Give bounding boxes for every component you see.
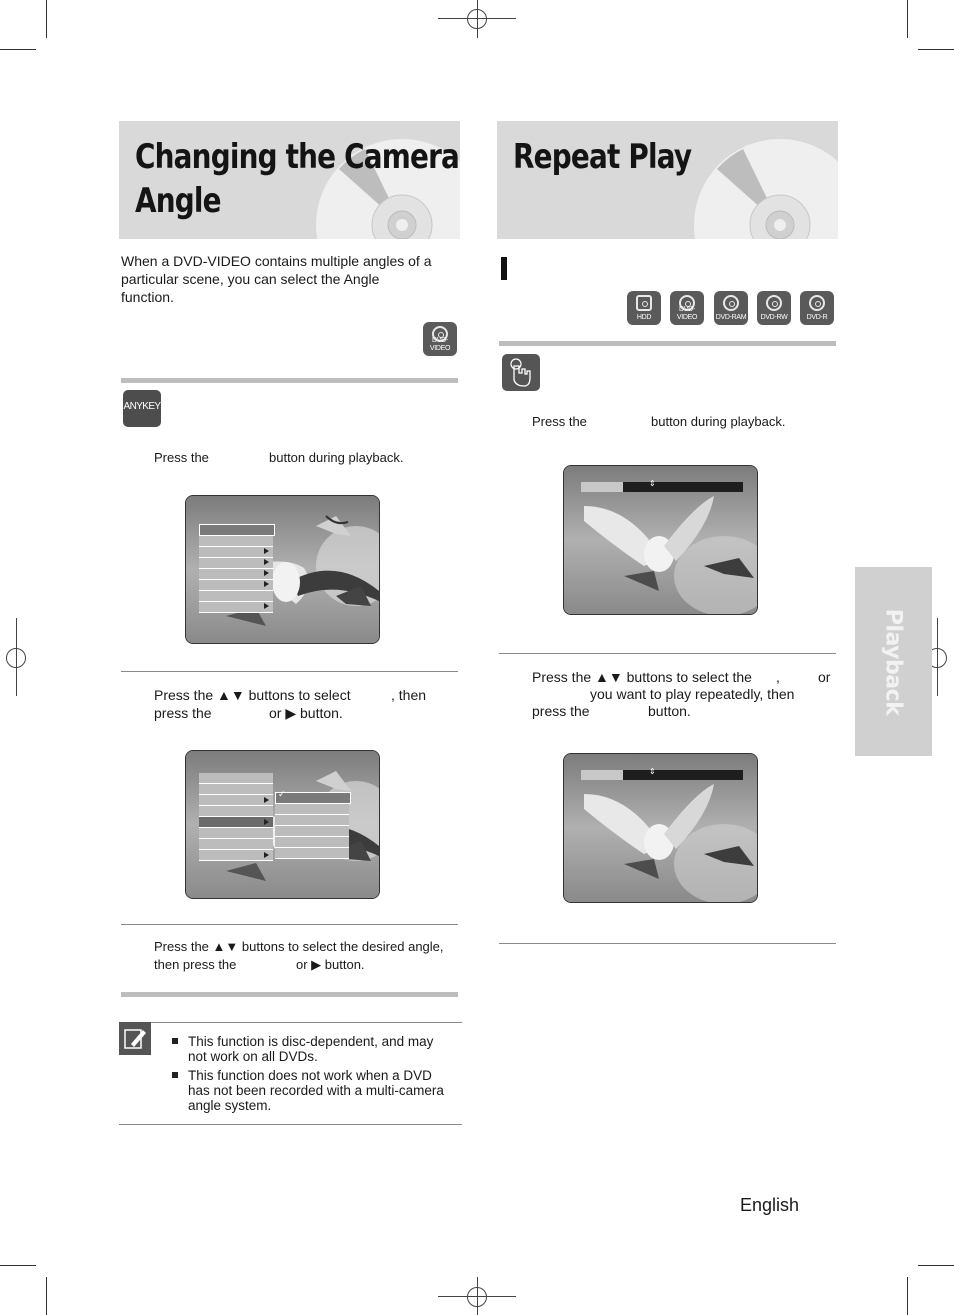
right-step2-line2: you want to play repeatedly, then <box>590 686 795 702</box>
right-step2-or: or <box>818 669 831 685</box>
right-step1-label: Press the <box>532 414 587 429</box>
left-step2-suffix: or ▶ button. <box>269 705 343 721</box>
note-pencil-icon <box>119 1022 151 1055</box>
menu-row <box>199 850 273 861</box>
registration-mark <box>477 1277 478 1315</box>
submenu-row <box>275 848 349 859</box>
submenu-row <box>275 804 349 815</box>
section-marker <box>501 257 507 280</box>
page-title-right: Repeat Play <box>513 137 692 177</box>
submenu-arrow-icon <box>264 581 269 587</box>
menu-row <box>199 839 273 850</box>
step-divider <box>121 671 458 672</box>
right-step2-suffix: button. <box>648 703 691 719</box>
right-step2-press: press the <box>532 703 590 719</box>
left-step2-line1: Press the ▲▼ buttons to select <box>154 687 351 703</box>
note-top-rule <box>119 1022 462 1023</box>
submenu-row-checked <box>275 789 351 804</box>
left-step3-press: then press the <box>154 957 237 972</box>
menu-row <box>199 536 273 547</box>
section-divider <box>121 378 458 383</box>
note-item: This function does not work when a DVD has not been recorded with a multi-camera angle system. <box>172 1068 454 1113</box>
anykey-button-icon: ANYKEY <box>123 390 161 427</box>
angle-submenu-screen <box>185 750 380 899</box>
repeat-screen-2 <box>563 753 758 903</box>
registration-mark <box>937 618 938 696</box>
step-divider <box>121 924 458 925</box>
menu-row <box>199 558 273 569</box>
crop-mark <box>46 0 47 38</box>
repeat-bar <box>581 479 743 492</box>
intro-text: When a DVD-VIDEO contains multiple angles of a particular scene, you can select the Angle function. <box>121 253 432 305</box>
right-step2-comma: , <box>776 669 780 685</box>
submenu-arrow-icon <box>264 797 269 803</box>
crop-mark <box>907 0 908 38</box>
menu-row <box>199 773 273 784</box>
right-step1-suffix: button during playback. <box>651 414 786 429</box>
left-title-panel <box>119 121 460 239</box>
submenu-arrow-icon <box>264 559 269 565</box>
page-title: Changing the Camera Angle <box>135 137 460 221</box>
submenu-row <box>275 815 349 826</box>
crop-mark <box>0 49 36 50</box>
footer-language: English <box>740 1195 800 1215</box>
left-step2-press: press the <box>154 705 212 721</box>
repeat-screen-1 <box>563 465 758 615</box>
crop-mark <box>0 1265 36 1266</box>
menu-row <box>199 591 273 602</box>
submenu-arrow-icon <box>264 852 269 858</box>
angle-menu-screen <box>185 495 380 644</box>
menu-row <box>199 806 273 817</box>
section-divider <box>499 341 836 346</box>
crop-mark <box>918 49 954 50</box>
menu-row <box>199 784 273 795</box>
repeat-bar <box>581 767 743 780</box>
step-divider <box>499 943 836 944</box>
note-list <box>172 1034 454 1113</box>
submenu-row <box>275 826 349 837</box>
menu-row-highlighted <box>199 524 275 536</box>
crop-mark <box>918 1265 954 1266</box>
submenu-arrow-icon <box>264 548 269 554</box>
left-step1-suffix: button during playback. <box>269 450 404 465</box>
registration-mark <box>477 0 478 38</box>
crop-mark <box>907 1277 908 1315</box>
up-down-arrow-icon: ⇕ <box>649 479 656 488</box>
menu-row <box>199 828 273 839</box>
menu-row-selected <box>199 817 273 828</box>
checkmark-icon: ✓ <box>278 789 286 799</box>
dvd-ram-disc-icon: DVD-RAM <box>714 291 748 325</box>
menu-row <box>199 569 273 580</box>
dvd-video-disc-icon: DVD-VIDEO <box>423 322 457 356</box>
step-divider <box>499 653 836 654</box>
left-step2-then: , then <box>391 687 427 703</box>
up-down-arrow-icon: ⇕ <box>649 767 656 776</box>
menu-row <box>199 580 273 591</box>
menu-row <box>199 602 273 613</box>
left-step3-suffix: or ▶ button. <box>296 957 365 972</box>
hdd-icon: HDD <box>627 291 661 325</box>
menu-row <box>199 547 273 558</box>
left-step1-label: Press the <box>154 450 209 465</box>
right-step2-line1: Press the ▲▼ buttons to select the <box>532 669 752 685</box>
dvd-r-disc-icon: DVD-R <box>800 291 834 325</box>
submenu-arrow-icon <box>264 603 269 609</box>
submenu-arrow-icon <box>264 570 269 576</box>
submenu-arrow-icon <box>264 819 269 825</box>
right-title-panel <box>497 121 838 239</box>
submenu-row <box>275 837 349 848</box>
dvd-video-disc-icon: DVD-VIDEO <box>670 291 704 325</box>
dvd-rw-disc-icon: DVD-RW <box>757 291 791 325</box>
crop-mark <box>46 1277 47 1315</box>
registration-mark <box>16 618 17 696</box>
section-tab-label: Playback <box>880 608 906 716</box>
left-step3-line1: Press the ▲▼ buttons to select the desired angle, <box>154 939 444 954</box>
section-divider <box>121 992 458 997</box>
section-tab <box>855 567 932 756</box>
note-bottom-rule <box>119 1124 462 1125</box>
menu-row <box>199 795 273 806</box>
hand-pointer-icon <box>502 354 540 391</box>
note-item: This function is disc-dependent, and may not work on all DVDs. <box>172 1034 454 1064</box>
